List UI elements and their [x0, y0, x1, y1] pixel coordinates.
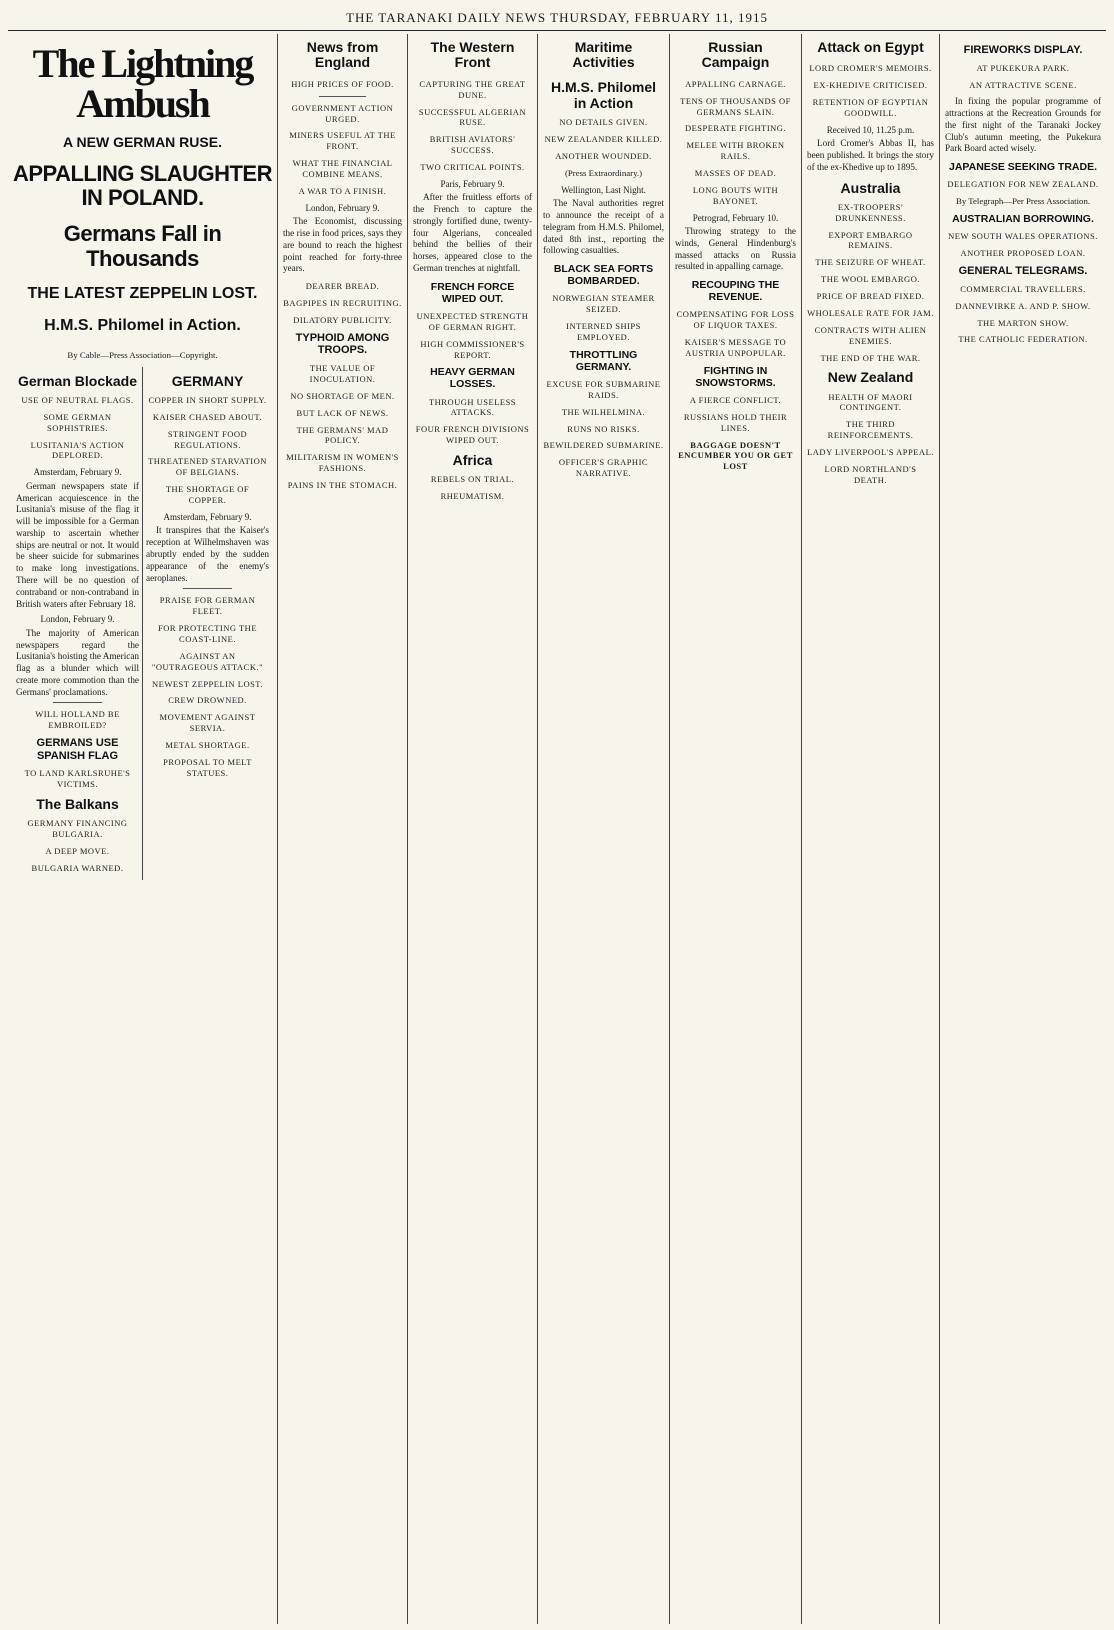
subhead: MELEE WITH BROKEN RAILS.	[686, 140, 785, 162]
article-paragraph: It transpires that the Kaiser's reception at Wilhelmshaven was abruptly ended by the sudden appearance of the enemy's aeroplanes.	[146, 525, 269, 583]
article-paragraph: Lord Cromer's Abbas II, has been published. It brings the story of the ex-Khedive up to 1895.	[807, 138, 934, 172]
divider	[319, 96, 367, 97]
subhead: DILATORY PUBLICITY.	[293, 314, 392, 325]
subhead: BEWILDERED SUBMARINE.	[543, 440, 664, 451]
subhead: EXPORT EMBARGO REMAINS.	[828, 229, 913, 251]
byline: (Press Extraordinary.)	[564, 167, 643, 178]
article-paragraph: German newspapers state if American acquiescence in the Lusitania's misuse of the flag it will be impossible for a German warship to ascertain whether ships are neutral or not. It would be sheer suicide for submarines to make long investigations. There will be no question of contraband or non-contraband in British waters after February 18.	[16, 480, 139, 609]
subhead: INTERNED SHIPS EMPLOYED.	[566, 321, 641, 342]
divider	[53, 702, 102, 703]
subhead: CONTRACTS WITH ALIEN ENEMIES.	[814, 324, 927, 346]
headline-australia: Australia	[840, 179, 901, 196]
headline-england: News from England	[306, 39, 379, 71]
subhead: THE WOOL EMBARGO.	[821, 274, 920, 285]
subhead: EXCUSE FOR SUBMARINE RAIDS.	[546, 378, 661, 400]
deck-ruse: A NEW GERMAN RUSE.	[63, 134, 222, 150]
subhead: LUSITANIA'S ACTION DEPLORED.	[30, 439, 125, 461]
headline-japanese: JAPANESE SEEKING TRADE.	[949, 161, 1097, 174]
lead-subcolumns	[13, 367, 272, 880]
subhead: PRICE OF BREAD FIXED.	[816, 291, 925, 302]
headline-snowstorms: FIGHTING IN SNOWSTORMS.	[695, 364, 776, 389]
headline-heavy-losses: HEAVY GERMAN LOSSES.	[430, 366, 515, 391]
headline-egypt: Attack on Egypt	[817, 39, 924, 55]
subhead: PAINS IN THE STOMACH.	[287, 480, 398, 491]
subhead: NEWEST ZEPPELIN LOST.	[152, 678, 263, 689]
top-rule	[8, 30, 1106, 31]
subhead: METAL SHORTAGE.	[165, 740, 250, 751]
subhead: PRAISE FOR GERMAN FLEET.	[159, 595, 256, 617]
masthead: THE TARANAKI DAILY NEWS THURSDAY, FEBRUARY 11, 1915	[346, 10, 768, 25]
subhead: MINERS USEFUL AT THE FRONT.	[289, 130, 396, 152]
headline-russian: Russian Campaign	[701, 39, 770, 71]
headline-western-front: The Western Front	[430, 39, 515, 71]
dateline: Petrograd, February 10.	[692, 212, 779, 223]
subhead: GERMANY FINANCING BULGARIA.	[27, 818, 128, 840]
column-western-front	[408, 34, 538, 1624]
subhead: TWO CRITICAL POINTS.	[420, 162, 525, 173]
subhead: GOVERNMENT ACTION URGED.	[291, 102, 394, 124]
article-paragraph: After the fruitless efforts of the French to capture the strongly fortified dune, twenty-four Algerians, concealed behind the bellies of their horses, appeared close to the German trenches at nightfall.	[413, 192, 532, 274]
subhead: THREATENED STARVATION OF BELGIANS.	[148, 456, 267, 478]
subhead: AT PUKEKURA PARK.	[976, 62, 1070, 73]
column-russian	[670, 34, 802, 1624]
column-england	[278, 34, 408, 1624]
subhead: THE END OF THE WAR.	[820, 352, 921, 363]
headline-maritime: Maritime Activities	[572, 39, 635, 71]
subhead: KAISER CHASED ABOUT.	[152, 411, 263, 422]
subhead: HIGH COMMISSIONER'S REPORT.	[420, 338, 525, 360]
dateline: London, February 9.	[40, 614, 115, 625]
subhead: DELEGATION FOR NEW ZEALAND.	[947, 179, 1099, 190]
dateline: Amsterdam, February 9.	[163, 511, 252, 522]
subhead: APPALLING CARNAGE.	[685, 78, 786, 89]
subhead: SUCCESSFUL ALGERIAN RUSE.	[418, 106, 527, 128]
headline-africa: Africa	[452, 452, 493, 469]
headline-blockade: German Blockade	[17, 372, 138, 389]
deck-slaughter: APPALLING SLAUGHTER IN POLAND.	[13, 161, 272, 211]
subhead: BAGPIPES IN RECRUITING.	[283, 298, 402, 308]
subhead: A FIERCE CONFLICT.	[689, 394, 782, 405]
column-maritime	[538, 34, 670, 1624]
subhead: CREW DROWNED.	[168, 695, 247, 706]
subhead: NEW SOUTH WALES OPERATIONS.	[948, 231, 1098, 242]
subhead: THE CATHOLIC FEDERATION.	[958, 334, 1088, 345]
headline-fireworks: FIREWORKS DISPLAY.	[963, 44, 1083, 56]
subhead: DANNEVIRKE A. AND P. SHOW.	[955, 300, 1091, 311]
subhead: DEARER BREAD.	[305, 281, 380, 292]
subhead: ANOTHER PROPOSED LOAN.	[960, 248, 1086, 259]
dateline: London, February 9.	[305, 202, 380, 213]
subhead: THROUGH USELESS ATTACKS.	[428, 396, 517, 418]
column-egypt	[802, 34, 940, 1624]
column-fireworks	[940, 34, 1106, 1624]
dateline: Amsterdam, February 9.	[33, 467, 122, 478]
headline-balkans: The Balkans	[36, 796, 119, 813]
divider	[183, 588, 232, 589]
subcolumn-germany	[143, 367, 272, 880]
article-paragraph: The Naval authorities regret to announce the receipt of a telegram from H.M.S. Philomel, dated 8th inst., reporting the following casualties.	[543, 198, 664, 256]
article-paragraph: Throwing strategy to the winds, General Hindenburg's massed attacks on Russia resulted in appalling carnage.	[675, 226, 796, 272]
headline-borrowing: AUSTRALIAN BORROWING.	[952, 213, 1094, 226]
subhead: MASSES OF DEAD.	[694, 168, 777, 179]
subhead: WILL HOLLAND BE EMBROILED?	[35, 709, 120, 731]
headline-philomel: H.M.S. Philomel in Action	[550, 78, 656, 111]
subhead: OFFICER'S GRAPHIC NARRATIVE.	[558, 457, 649, 479]
subhead: MOVEMENT AGAINST SERVIA.	[159, 712, 256, 734]
dateline: Paris, February 9.	[440, 178, 505, 189]
subhead: LADY LIVERPOOL'S APPEAL.	[807, 447, 934, 458]
subhead: TO LAND KARLSRUHE'S VICTIMS.	[24, 768, 131, 790]
subhead: DESPERATE FIGHTING.	[684, 123, 787, 134]
article-paragraph: In fixing the popular programme of attractions at the Recreation Grounds for the first night of the Taranaki Jockey Club's autumn meeting, the Pukekura Park Board acted wisely.	[945, 96, 1101, 154]
subhead: HEALTH OF MAORI CONTINGENT.	[828, 391, 913, 413]
subhead: SOME GERMAN SOPHISTRIES.	[43, 411, 112, 433]
subhead: RUNS NO RISKS.	[567, 423, 640, 434]
subhead: RHEUMATISM.	[440, 491, 505, 501]
subhead: KAISER'S MESSAGE TO AUSTRIA UNPOPULAR.	[684, 337, 787, 358]
subhead: BULGARIA WARNED.	[31, 862, 124, 873]
headline-french-force: FRENCH FORCE WIPED OUT.	[430, 280, 515, 305]
subhead: STRINGENT FOOD REGULATIONS.	[167, 428, 248, 450]
subhead: USE OF NEUTRAL FLAGS.	[21, 394, 134, 405]
subhead: MILITARISM IN WOMEN'S FASHIONS.	[286, 452, 399, 474]
subhead: COMPENSATING FOR LOSS OF LIQUOR TAXES.	[676, 309, 795, 331]
article-paragraph: The Economist, discussing the rise in food prices, says they are bound to reach the highest point reached for forty-three years.	[283, 216, 402, 274]
subhead: CAPTURING THE GREAT DUNE.	[419, 78, 526, 100]
byline: By Telegraph—Per Press Association.	[955, 196, 1091, 207]
subhead: COPPER IN SHORT SUPPLY.	[148, 394, 267, 405]
subhead: LORD CROMER'S MEMOIRS.	[809, 63, 932, 74]
subhead: TENS OF THOUSANDS OF GERMANS SLAIN.	[680, 95, 791, 117]
subhead: A DEEP MOVE.	[45, 846, 110, 857]
dateline: Received 10, 11.25 p.m.	[826, 124, 915, 135]
subhead: AN ATTRACTIVE SCENE.	[969, 79, 1077, 90]
subhead: EX-KHEDIVE CRITICISED.	[813, 80, 928, 91]
subhead: BRITISH AVIATORS' SUCCESS.	[429, 134, 516, 156]
deck-philomel: H.M.S. Philomel in Action.	[44, 317, 241, 335]
dateline: Wellington, Last Night.	[561, 184, 646, 195]
subhead: NO SHORTAGE OF MEN.	[290, 390, 395, 401]
headline-new-zealand: New Zealand	[827, 369, 914, 386]
subhead: COMMERCIAL TRAVELLERS.	[960, 283, 1086, 294]
subhead: NORWEGIAN STEAMER SEIZED.	[552, 293, 655, 315]
subhead: UNEXPECTED STRENGTH OF GERMAN RIGHT.	[416, 310, 529, 332]
subhead: FOUR FRENCH DIVISIONS WIPED OUT.	[415, 424, 530, 446]
main-headline: The Lightning Ambush	[32, 41, 253, 126]
subhead: PROPOSAL TO MELT STATUES.	[163, 756, 252, 778]
deck-thousands: Germans Fall in Thousands	[63, 221, 222, 271]
advertisement: BAGGAGE DOESN'T ENCUMBER YOU OR GET LOST	[678, 439, 793, 472]
subhead: THE SEIZURE OF WHEAT.	[815, 257, 926, 268]
subhead: NO DETAILS GIVEN.	[559, 116, 648, 127]
subhead: WHAT THE FINANCIAL COMBINE MEANS.	[292, 158, 393, 180]
article-paragraph: The majority of American newspapers regard the Lusitania's hoisting the American flag as a blunder which will create more commotion than the Germans' proclamations.	[16, 627, 139, 697]
headline-throttling: THROTTLING GERMANY.	[569, 348, 638, 373]
subhead: THE SHORTAGE OF COPPER.	[165, 484, 250, 506]
subhead: ANOTHER WOUNDED.	[555, 150, 652, 161]
subhead: LONG BOUTS WITH BAYONET.	[692, 184, 779, 206]
subhead: NEW ZEALANDER KILLED.	[544, 133, 663, 144]
subhead: FOR PROTECTING THE COAST-LINE.	[157, 623, 258, 644]
byline: By Cable—Press Association—Copyright.	[67, 349, 218, 360]
column-lead	[8, 34, 278, 1624]
headline-spanish-flag: GERMANS USE SPANISH FLAG	[36, 737, 119, 762]
subhead: THE THIRD REINFORCEMENTS.	[827, 419, 914, 441]
subhead: HIGH PRICES OF FOOD.	[291, 78, 394, 89]
headline-black-sea: BLACK SEA FORTS BOMBARDED.	[553, 263, 654, 288]
subhead: LORD NORTHLAND'S DEATH.	[824, 463, 917, 485]
subhead: A WAR TO A FINISH.	[298, 185, 387, 196]
subhead: THE GERMANS' MAD POLICY.	[296, 424, 389, 446]
subhead: REBELS ON TRIAL.	[430, 474, 515, 485]
subhead: RETENTION OF EGYPTIAN GOODWILL.	[812, 97, 929, 119]
subhead: THE WILHELMINA.	[561, 406, 646, 417]
subhead: RUSSIANS HOLD THEIR LINES.	[683, 411, 788, 433]
subhead: EX-TROOPERS' DRUNKENNESS.	[835, 201, 906, 223]
subcolumn-blockade	[13, 367, 143, 880]
subhead: THE VALUE OF INOCULATION.	[309, 363, 376, 384]
subhead: BUT LACK OF NEWS.	[296, 407, 389, 418]
headline-telegrams: GENERAL TELEGRAMS.	[958, 265, 1088, 278]
headline-germany: GERMANY	[171, 372, 244, 389]
subhead: AGAINST AN "OUTRAGEOUS ATTACK."	[151, 650, 264, 672]
newspaper-page	[8, 34, 1106, 1624]
deck-zeppelin: THE LATEST ZEPPELIN LOST.	[27, 284, 258, 302]
subhead: THE MARTON SHOW.	[977, 317, 1069, 328]
subhead: WHOLESALE RATE FOR JAM.	[807, 307, 934, 318]
headline-typhoid: TYPHOID AMONG TROOPS.	[295, 331, 390, 357]
headline-revenue: RECOUPING THE REVENUE.	[691, 279, 780, 304]
